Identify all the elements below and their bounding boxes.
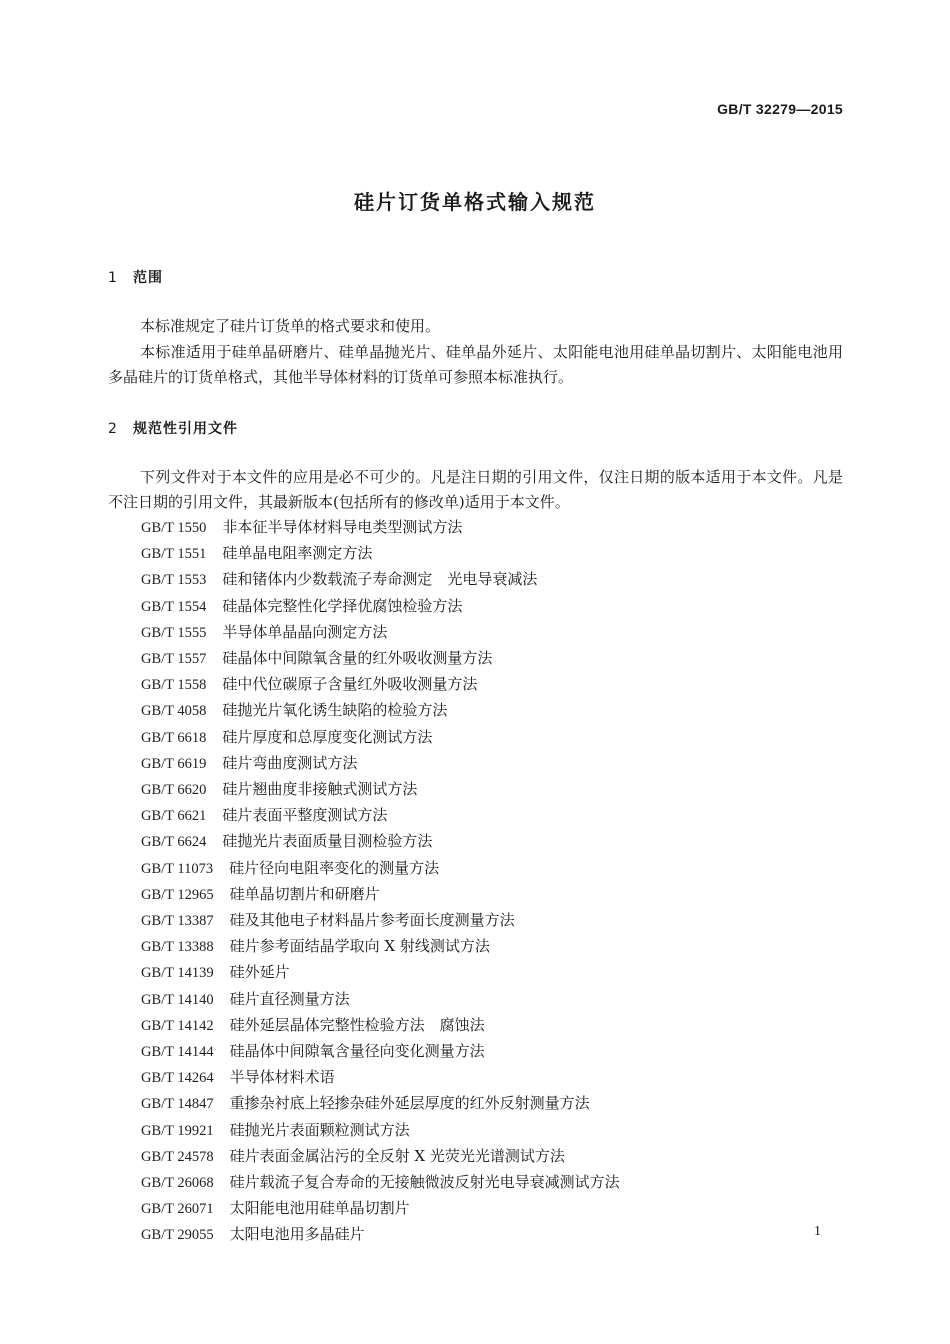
reference-title: 硅晶体中间隙氧含量的红外吸收测量方法 <box>222 649 493 668</box>
reference-item <box>141 1222 620 1248</box>
reference-item <box>141 672 620 698</box>
section-number: 1 <box>108 270 118 286</box>
reference-title: 硅片载流子复合寿命的无接触微波反射光电导衰减测试方法 <box>229 1173 620 1192</box>
reference-title: 半导体材料术语 <box>229 1068 335 1087</box>
reference-item <box>141 1144 620 1170</box>
reference-item <box>141 1170 620 1196</box>
section-heading-scope <box>108 267 163 287</box>
reference-code: GB/T 1550 <box>141 520 207 536</box>
section-title: 规范性引用文件 <box>133 421 238 437</box>
reference-code: GB/T 6621 <box>141 808 207 825</box>
reference-code: GB/T 14139 <box>141 965 214 982</box>
reference-title: 硅中代位碳原子含量红外吸收测量方法 <box>222 675 478 694</box>
reference-title: 重掺杂衬底上轻掺杂硅外延层厚度的红外反射测量方法 <box>229 1094 590 1113</box>
reference-code: GB/T 14144 <box>141 1044 214 1061</box>
reference-code: GB/T 26068 <box>141 1175 214 1192</box>
reference-item <box>141 698 620 724</box>
reference-item <box>141 960 620 986</box>
reference-title: 硅抛光片氧化诱生缺陷的检验方法 <box>222 701 448 720</box>
reference-code: GB/T 29055 <box>141 1227 214 1244</box>
reference-item <box>141 1091 620 1117</box>
reference-title: 太阳电池用多晶硅片 <box>229 1225 365 1244</box>
reference-item <box>141 751 620 777</box>
reference-item <box>141 541 620 567</box>
reference-code: GB/T 1551 <box>141 546 207 563</box>
reference-code: GB/T 6618 <box>141 729 207 746</box>
reference-title: 硅外延片 <box>229 963 290 982</box>
reference-item <box>141 934 620 960</box>
reference-title: 硅片表面金属沾污的全反射 X 光荧光光谱测试方法 <box>229 1146 565 1165</box>
reference-title: 太阳能电池用硅单晶切割片 <box>229 1199 410 1218</box>
reference-item <box>141 829 620 855</box>
reference-title: 硅抛光片表面质量目测检验方法 <box>222 832 433 851</box>
reference-code: GB/T 19921 <box>141 1122 214 1139</box>
reference-item <box>141 620 620 646</box>
standard-number: GB/T 32279—2015 <box>717 101 843 117</box>
reference-item <box>141 777 620 803</box>
reference-title: 硅片直径测量方法 <box>229 989 350 1008</box>
reference-item <box>141 1118 620 1144</box>
reference-code: GB/T 1558 <box>141 677 207 694</box>
reference-title: 硅晶体中间隙氧含量径向变化测量方法 <box>229 1042 485 1061</box>
section-number: 2 <box>108 421 118 437</box>
reference-item <box>141 1065 620 1091</box>
reference-item <box>141 1013 620 1039</box>
reference-code: GB/T 14142 <box>141 1017 214 1034</box>
section-heading-normative-references <box>108 418 238 438</box>
reference-item <box>141 567 620 593</box>
reference-list <box>141 515 620 1249</box>
reference-item <box>141 908 620 934</box>
reference-title: 硅外延层晶体完整性检验方法 腐蚀法 <box>229 1015 485 1034</box>
reference-item <box>141 646 620 672</box>
reference-code: GB/T 13388 <box>141 939 214 956</box>
reference-title: 硅片径向电阻率变化的测量方法 <box>229 858 440 877</box>
paragraph: 本标准规定了硅片订货单的格式要求和使用。 <box>140 317 441 335</box>
paragraph: 本标准适用于硅单晶研磨片、硅单晶抛光片、硅单晶外延片、太阳能电池用硅单晶切割片、太阳能电池用多晶硅片的订货单格式，其他半导体材料的订货单可参照本标准执行。 <box>108 343 843 387</box>
reference-title: 硅及其他电子材料晶片参考面长度测量方法 <box>229 911 515 930</box>
reference-code: GB/T 14140 <box>141 991 214 1008</box>
reference-item <box>141 725 620 751</box>
reference-code: GB/T 12965 <box>141 886 214 903</box>
reference-title: 硅和锗体内少数载流子寿命测定 光电导衰减法 <box>222 570 538 589</box>
reference-item <box>141 803 620 829</box>
page-number: 1 <box>814 1224 821 1239</box>
reference-title: 硅片厚度和总厚度变化测试方法 <box>222 727 433 746</box>
reference-title: 硅抛光片表面颗粒测试方法 <box>229 1120 410 1139</box>
reference-item <box>141 1039 620 1065</box>
reference-code: GB/T 4058 <box>141 703 207 720</box>
reference-item <box>141 515 620 541</box>
reference-code: GB/T 14847 <box>141 1096 214 1113</box>
section-title: 范围 <box>133 270 163 286</box>
reference-title: 非本征半导体材料导电类型测试方法 <box>222 518 463 536</box>
reference-code: GB/T 1555 <box>141 624 207 641</box>
reference-code: GB/T 1554 <box>141 598 207 615</box>
reference-title: 硅单晶电阻率测定方法 <box>222 544 373 563</box>
reference-code: GB/T 6620 <box>141 782 207 799</box>
reference-code: GB/T 6624 <box>141 834 207 851</box>
reference-code: GB/T 1553 <box>141 572 207 589</box>
reference-title: 硅片参考面结晶学取向 X 射线测试方法 <box>229 937 490 956</box>
reference-code: GB/T 13387 <box>141 913 214 930</box>
reference-code: GB/T 26071 <box>141 1201 214 1218</box>
paragraph: 下列文件对于本文件的应用是必不可少的。凡是注日期的引用文件，仅注日期的版本适用于本文件。凡是不注日期的引用文件，其最新版本(包括所有的修改单)适用于本文件。 <box>108 468 843 512</box>
reference-item <box>141 856 620 882</box>
reference-item <box>141 882 620 908</box>
document-title: 硅片订货单格式输入规范 <box>354 190 596 214</box>
reference-title: 半导体单晶晶向测定方法 <box>222 622 388 641</box>
reference-code: GB/T 6619 <box>141 755 207 772</box>
reference-item <box>141 987 620 1013</box>
reference-code: GB/T 11073 <box>141 860 214 877</box>
reference-code: GB/T 24578 <box>141 1148 214 1165</box>
reference-title: 硅晶体完整性化学择优腐蚀检验方法 <box>222 596 463 615</box>
reference-code: GB/T 14264 <box>141 1070 214 1087</box>
reference-item <box>141 594 620 620</box>
reference-code: GB/T 1557 <box>141 651 207 668</box>
reference-title: 硅片翘曲度非接触式测试方法 <box>222 780 418 799</box>
reference-title: 硅单晶切割片和研磨片 <box>229 884 380 903</box>
reference-title: 硅片弯曲度测试方法 <box>222 753 358 772</box>
reference-title: 硅片表面平整度测试方法 <box>222 806 388 825</box>
reference-item <box>141 1196 620 1222</box>
